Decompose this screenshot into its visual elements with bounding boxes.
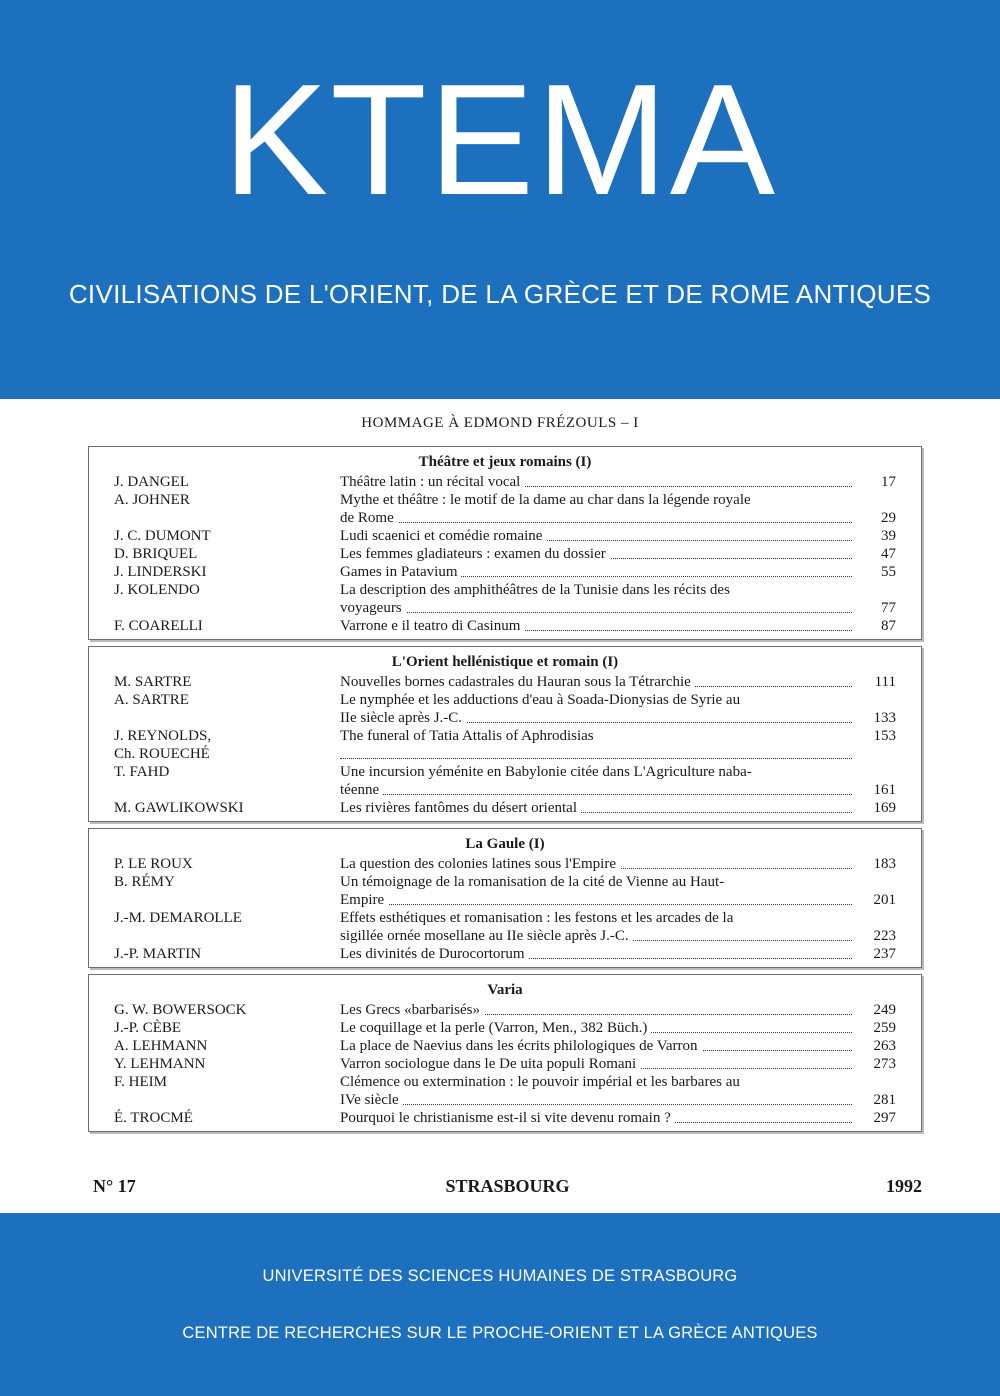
toc-entry-title-text: Varrone e il teatro di Casinum <box>340 618 524 634</box>
toc-entry-page: 169 <box>873 800 896 816</box>
toc-entry-author: J.-M. DEMAROLLE <box>114 910 242 926</box>
toc-entry-line <box>114 727 896 763</box>
toc-entry-line <box>114 891 896 909</box>
toc-entry-title <box>340 509 852 527</box>
toc-entry-title <box>340 891 852 909</box>
toc-entry-line <box>114 673 896 691</box>
toc-entry-line <box>114 945 896 963</box>
toc-entry-line <box>114 1055 896 1073</box>
toc-entry-author: T. FAHD <box>114 764 170 780</box>
toc-entry-page: 237 <box>873 946 896 962</box>
toc-entry-page <box>852 491 896 509</box>
toc-section-title: L'Orient hellénistique et romain (I) <box>391 654 619 670</box>
toc-entry-title-text: La question des colonies latines sous l'Empire <box>340 856 620 872</box>
toc-entry-title-text: Effets esthétiques et romanisation : les festons et les arcades de la <box>340 910 737 926</box>
toc-entry-title <box>340 563 852 581</box>
toc-entry-title-text: Mythe et théâtre : le motif de la dame au char dans la légende royale <box>340 492 755 508</box>
toc-entry-title-text: Une incursion yéménite en Babylonie citée dans L'Agriculture naba- <box>340 764 756 780</box>
issue-year: 1992 <box>886 1176 922 1196</box>
toc-entry-page <box>852 909 896 927</box>
toc-entry-line <box>114 563 896 581</box>
homage-heading: HOMMAGE À EDMOND FRÉZOULS – I <box>361 415 639 431</box>
toc-entry-title <box>340 1019 852 1037</box>
toc-entry-title-text: IIe siècle après J.-C. <box>340 710 466 726</box>
toc-entry-title-text: voyageurs <box>340 600 406 616</box>
toc-entry-page: 281 <box>873 1092 896 1108</box>
toc-entry-author: A. JOHNER <box>114 492 190 508</box>
toc-entry-page: 133 <box>873 710 896 726</box>
toc-entry-page <box>852 763 896 781</box>
toc-entry-line <box>114 581 896 599</box>
toc-entry-title <box>340 473 852 491</box>
toc-entry-line <box>114 691 896 709</box>
toc-entry-title-text: Clémence ou extermination : le pouvoir impérial et les barbares au <box>340 1074 744 1090</box>
toc-entry-title-text: Les divinités de Durocortorum <box>340 946 529 962</box>
toc-entry-title <box>340 673 852 691</box>
toc-entry-title <box>340 1109 852 1127</box>
toc-entry-line <box>114 855 896 873</box>
toc-section <box>88 974 922 1132</box>
toc-entry-page <box>852 581 896 599</box>
toc-entry-title-text: Varron sociologue dans le De uita populi Romani <box>340 1056 640 1072</box>
toc-entry-author: J. C. DUMONT <box>114 528 211 544</box>
toc-entry-author: A. SARTRE <box>114 692 189 708</box>
toc-entry-line <box>114 491 896 509</box>
journal-subtitle: CIVILISATIONS DE L'ORIENT, DE LA GRÈCE ET DE ROME ANTIQUES <box>68 279 932 309</box>
toc-entry-title <box>340 1001 852 1019</box>
toc-entry-author: J. REYNOLDS, Ch. ROUECHÉ <box>114 728 212 762</box>
toc-entry-author: J. DANGEL <box>114 474 189 490</box>
toc-entry-title-text: Les femmes gladiateurs : examen du dossier <box>340 546 610 562</box>
toc-entry-line <box>114 873 896 891</box>
toc-entry-title-text: téenne <box>340 782 383 798</box>
toc-entry-title <box>340 527 852 545</box>
toc-entry-author: Y. LEHMANN <box>114 1056 206 1072</box>
toc-entry-title <box>340 691 852 709</box>
dot-leader <box>340 758 852 759</box>
toc-entry-line <box>114 709 896 727</box>
toc-entry-title <box>340 945 852 963</box>
toc-entry-title <box>340 491 852 509</box>
toc-entry-title <box>340 727 852 763</box>
toc-entry-title <box>340 763 852 781</box>
toc-entry-title-text: Les rivières fantômes du désert oriental <box>340 800 581 816</box>
toc-entry-author: J.-P. CÈBE <box>114 1020 182 1036</box>
toc-entry-page: 77 <box>881 600 896 616</box>
toc-entry-page: 297 <box>873 1110 896 1126</box>
bottom-blue-band <box>0 1213 1000 1396</box>
toc-entry-line <box>114 1019 896 1037</box>
toc-entry-author <box>114 509 340 527</box>
toc-entry-title-text: Le nymphée et les adductions d'eau à Soada-Dionysias de Syrie au <box>340 692 744 708</box>
toc-entry-title-text: Ludi scaenici et comédie romaine <box>340 528 546 544</box>
toc-entry-title <box>340 545 852 563</box>
toc-section-title: Théâtre et jeux romains (I) <box>418 454 592 470</box>
toc-entry-author: J. KOLENDO <box>114 582 200 598</box>
toc-entry-line <box>114 909 896 927</box>
toc-entry-page: 17 <box>881 474 896 490</box>
toc-entry-title <box>340 927 852 945</box>
toc-entry-line <box>114 1037 896 1055</box>
toc-entry-title-text: Un témoignage de la romanisation de la cité de Vienne au Haut- <box>340 874 728 890</box>
toc-entry-line <box>114 527 896 545</box>
toc-entry-title <box>340 873 852 891</box>
toc-entry-page: 201 <box>873 892 896 908</box>
toc-entry-author: M. GAWLIKOWSKI <box>114 800 244 816</box>
toc-entry-title <box>340 617 852 635</box>
toc-entry-title-text: Empire <box>340 892 388 908</box>
toc-entry-author: A. LEHMANN <box>114 1038 208 1054</box>
toc-section <box>88 828 922 968</box>
toc-entry-author: J.-P. MARTIN <box>114 946 202 962</box>
toc-entry-author: M. SARTRE <box>114 674 192 690</box>
publisher-university: UNIVERSITÉ DES SCIENCES HUMAINES DE STRASBOURG <box>262 1267 738 1285</box>
toc-entry-page <box>852 873 896 891</box>
toc-section <box>88 446 922 640</box>
issue-number: N° 17 <box>93 1176 136 1196</box>
table-of-contents <box>88 446 922 1138</box>
toc-entry-page: 29 <box>881 510 896 526</box>
toc-entry-page: 263 <box>873 1038 896 1054</box>
toc-entry-title <box>340 909 852 927</box>
toc-entry-line <box>114 473 896 491</box>
dot-leader <box>340 794 852 795</box>
toc-entry-title <box>340 799 852 817</box>
dot-leader <box>340 522 852 523</box>
issue-city: STRASBOURG <box>445 1176 570 1196</box>
toc-entry-author: É. TROCMÉ <box>114 1110 193 1126</box>
toc-entry-title-text: Pourquoi le christianisme est-il si vite devenu romain ? <box>340 1110 675 1126</box>
toc-entry-title <box>340 581 852 599</box>
toc-entry-title-text: La description des amphithéâtres de la Tunisie dans les récits des <box>340 582 734 598</box>
toc-entry-line <box>114 763 896 781</box>
toc-entry-author: D. BRIQUEL <box>114 546 198 562</box>
toc-entry-line <box>114 509 896 527</box>
toc-entry-author <box>114 709 340 727</box>
journal-title: KTEMA <box>222 52 778 228</box>
toc-entry-title-text: de Rome <box>340 510 398 526</box>
toc-entry-title-text: The funeral of Tatia Attalis of Aphrodisias <box>340 728 598 744</box>
toc-entry-page: 55 <box>881 564 896 580</box>
toc-entry-title <box>340 1055 852 1073</box>
toc-entry-title <box>340 599 852 617</box>
toc-entry-line <box>114 599 896 617</box>
toc-entry-page: 47 <box>881 546 896 562</box>
toc-entry-author <box>114 927 340 945</box>
toc-entry-title-text: La place de Naevius dans les écrits philologiques de Varron <box>340 1038 702 1054</box>
toc-entry-page <box>852 691 896 709</box>
dot-leader <box>340 612 852 613</box>
toc-entry-title-text: IVe siècle <box>340 1092 403 1108</box>
toc-entry-page: 39 <box>881 528 896 544</box>
toc-entry-line <box>114 1091 896 1109</box>
toc-entry-author <box>114 599 340 617</box>
toc-entry-line <box>114 927 896 945</box>
toc-entry-title <box>340 855 852 873</box>
toc-entry-line <box>114 1001 896 1019</box>
toc-entry-title <box>340 781 852 799</box>
toc-entry-author: P. LE ROUX <box>114 856 193 872</box>
toc-entry-title <box>340 709 852 727</box>
toc-entry-author <box>114 781 340 799</box>
toc-entry-page <box>852 1073 896 1091</box>
toc-section <box>88 646 922 822</box>
publisher-research-centre: CENTRE DE RECHERCHES SUR LE PROCHE-ORIENT ET LA GRÈCE ANTIQUES <box>182 1324 818 1342</box>
dot-leader <box>340 904 852 905</box>
toc-entry-page: 249 <box>873 1002 896 1018</box>
toc-entry-author: G. W. BOWERSOCK <box>114 1002 247 1018</box>
toc-entry-line <box>114 617 896 635</box>
toc-entry-author: J. LINDERSKI <box>114 564 207 580</box>
toc-entry-author <box>114 1091 340 1109</box>
toc-entry-author: B. RÉMY <box>114 874 175 890</box>
toc-entry-title <box>340 1073 852 1091</box>
toc-entry-author: F. HEIM <box>114 1074 167 1090</box>
toc-section-title: La Gaule (I) <box>465 836 545 852</box>
toc-entry-page: 259 <box>873 1020 896 1036</box>
toc-entry-page: 161 <box>873 782 896 798</box>
toc-entry-title-text: sigillée ornée mosellane au IIe siècle après J.-C. <box>340 928 633 944</box>
toc-entry-title-text: Théâtre latin : un récital vocal <box>340 474 524 490</box>
toc-entry-title <box>340 1091 852 1109</box>
toc-entry-page: 223 <box>873 928 896 944</box>
toc-section-title: Varia <box>487 982 523 998</box>
toc-entry-page: 153 <box>873 728 896 744</box>
toc-entry-title-text: Games in Patavium <box>340 564 461 580</box>
toc-entry-page: 273 <box>873 1056 896 1072</box>
toc-entry-line <box>114 545 896 563</box>
toc-entry-author: F. COARELLI <box>114 618 203 634</box>
toc-entry-page: 87 <box>881 618 896 634</box>
toc-entry-author <box>114 891 340 909</box>
toc-entry-title-text: Nouvelles bornes cadastrales du Hauran sous la Tétrarchie <box>340 674 695 690</box>
toc-entry-page: 183 <box>873 856 896 872</box>
toc-entry-title <box>340 1037 852 1055</box>
toc-entry-title-text: Les Grecs «barbarisés» <box>340 1002 484 1018</box>
toc-entry-title-text: Le coquillage et la perle (Varron, Men., 382 Büch.) <box>340 1020 651 1036</box>
dot-leader <box>340 1104 852 1105</box>
toc-entry-line <box>114 1073 896 1091</box>
toc-entry-line <box>114 1109 896 1127</box>
toc-entry-line <box>114 799 896 817</box>
toc-entry-page: 111 <box>874 674 896 690</box>
toc-entry-line <box>114 781 896 799</box>
